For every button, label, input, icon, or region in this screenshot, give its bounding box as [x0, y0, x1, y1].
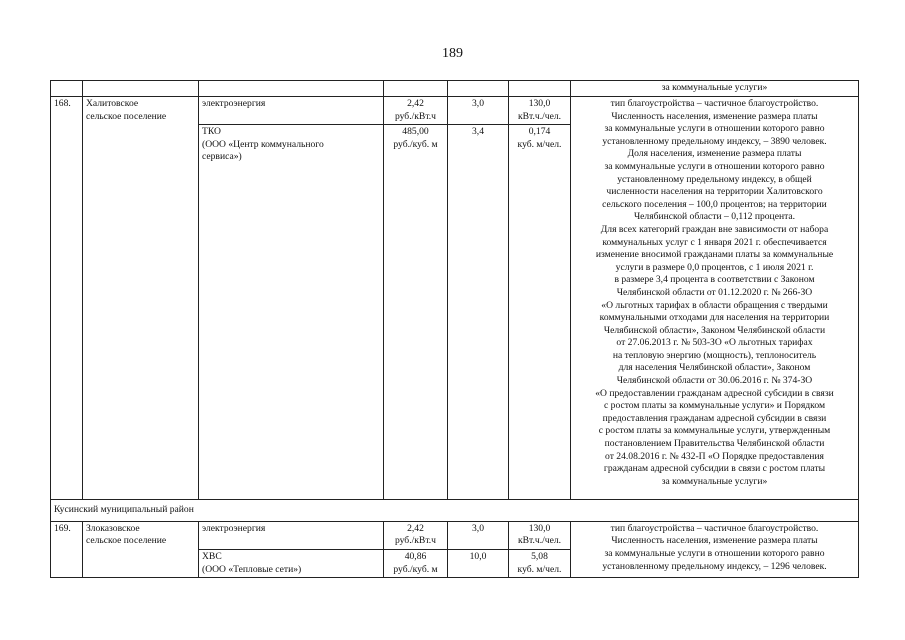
tariff-table — [50, 80, 859, 578]
service-volume: 130,0 кВт.ч./чел. — [509, 97, 571, 125]
entry-comment: тип благоустройства – частичное благоустройство. Численность населения, изменение размера платы за коммунальные услуги в отношении которого равно установленному предельному индексу, – 1296 человек. — [571, 521, 859, 577]
service-volume: 130,0 кВт.ч./чел. — [509, 521, 571, 549]
service-price: 40,86 руб./куб. м — [384, 549, 448, 577]
entry-comment: тип благоустройства – частичное благоустройство. Численность населения, изменение размера платы за коммунальные услуги в отношении которого равно установленному предельному индексу, – 3890 человек. Доля населения, изменение размера платы за коммунальные услуги в отношении которого равно установленному предельному индексу, в общей численности населения на территории Халитовского сельского поселения – 100,0 процентов; на территории Челябинской области – 0,112 процента. Для всех категорий граждан вне зависимости от набора коммунальных услуг с 1 января 2021 г. обеспечивается изменение вносимой гражданами платы за коммунальные услуги в размере 0,0 процентов, с 1 июля 2021 г. в размере 3,4 процента в соответствии с Законом Челябинской области от 01.12.2020 г. № 266-ЗО «О льготных тарифах в области обращения с твердыми коммунальными отходами для населения на территории Челябинской области», Законом Челябинской области от 27.06.2013 г. № 503-ЗО «О льготных тарифах на тепловую энергию (мощность), теплоноситель для населения Челябинской области», Законом Челябинской области от 30.06.2016 г. № 374-ЗО «О предоставлении гражданам адресной субсидии в связи с ростом платы за коммунальные услуги» и Порядком предоставления гражданам адресной субсидии в связи с ростом платы за коммунальные услуги, утвержденным постановлением Правительства Челябинской области от 24.08.2016 г. № 432-П «О Порядке предоставления гражданам адресной субсидии в связи с ростом платы за коммунальные услуги» — [571, 97, 859, 500]
service-volume: 0,174 куб. м/чел. — [509, 125, 571, 500]
service-name: электроэнергия — [199, 521, 384, 549]
service-name: ТКО (ООО «Центр коммунального сервиса») — [199, 125, 384, 500]
service-price: 2,42 руб./кВт.ч — [384, 521, 448, 549]
carryover-row — [51, 81, 859, 97]
entry-number: 169. — [51, 521, 83, 577]
service-index: 3,0 — [448, 97, 509, 125]
entry-168-row-electricity — [51, 97, 859, 125]
service-index: 3,0 — [448, 521, 509, 549]
service-price: 485,00 руб./куб. м — [384, 125, 448, 500]
entry-number: 168. — [51, 97, 83, 500]
service-index: 3,4 — [448, 125, 509, 500]
service-name: электроэнергия — [199, 97, 384, 125]
district-row — [51, 500, 859, 522]
page-number: 189 — [442, 46, 463, 61]
district-heading: Кусинский муниципальный район — [51, 500, 859, 522]
service-name: ХВС (ООО «Тепловые сети») — [199, 549, 384, 577]
carryover-comment: за коммунальные услуги» — [571, 81, 859, 97]
service-index: 10,0 — [448, 549, 509, 577]
service-volume: 5,08 куб. м/чел. — [509, 549, 571, 577]
settlement-name: Злоказовское сельское поселение — [83, 521, 199, 577]
service-price: 2,42 руб./кВт.ч — [384, 97, 448, 125]
settlement-name: Халитовское сельское поселение — [83, 97, 199, 500]
entry-169-row-electricity — [51, 521, 859, 549]
